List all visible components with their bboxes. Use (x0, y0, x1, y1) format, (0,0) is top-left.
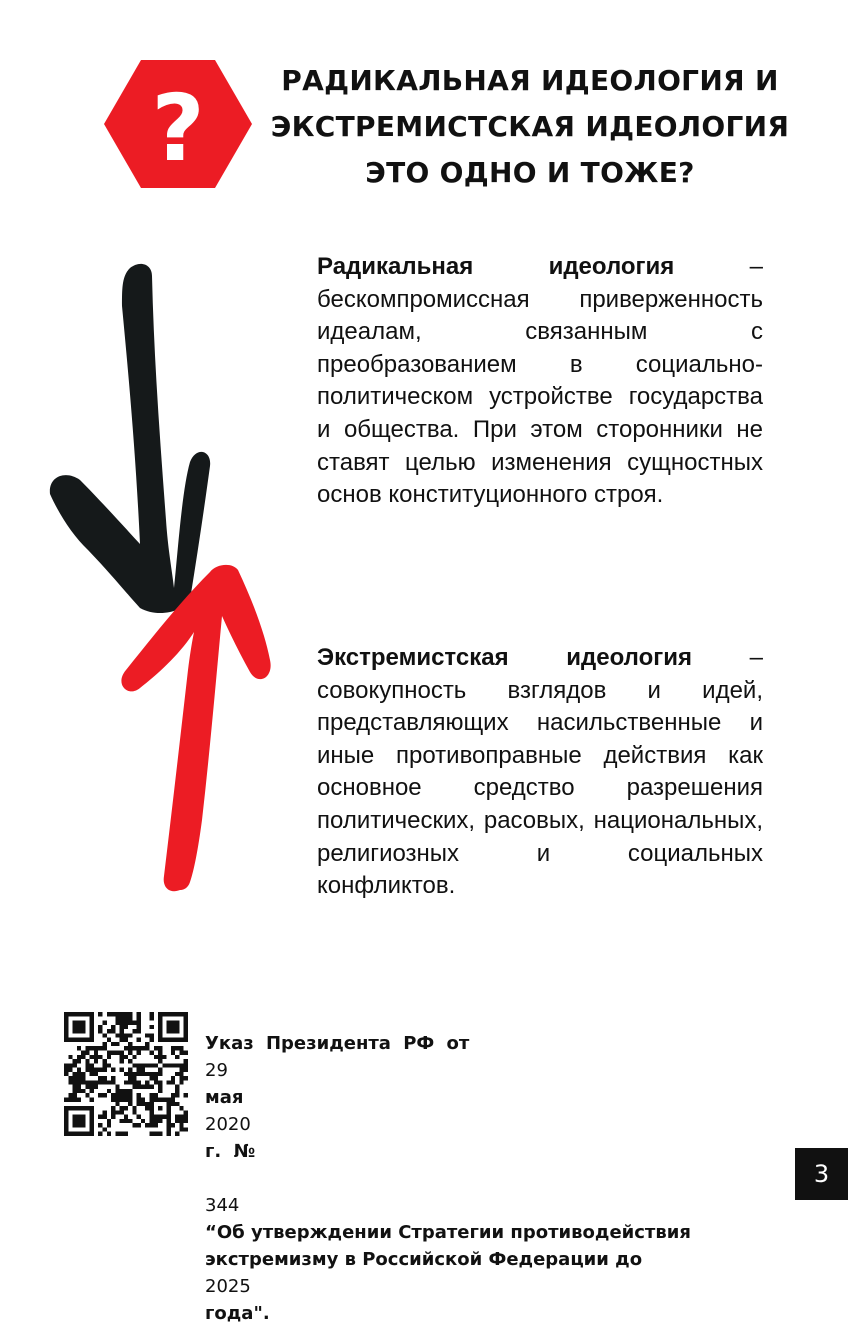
question-hexagon-icon (104, 60, 252, 188)
decree-line-1: Указ Президента РФ от 29 мая 2020 г. № 344 (205, 1033, 470, 1216)
qr-code[interactable] (64, 1012, 188, 1136)
black-down-arrow-icon (50, 264, 210, 613)
definition-term: Экстремистская идеология (317, 644, 692, 671)
definition-text: – бескомпромиссная приверженность идеалам, связанным с преобразованием в социально-политическом устройстве государства и общества. При этом сторонники не ставят целью изменения сущностных основ конституционного строя. (317, 253, 763, 509)
opposing-arrows-illustration (40, 250, 300, 910)
page-title (270, 58, 790, 196)
title-line: ЭКСТРЕМИСТСКАЯ ИДЕОЛОГИЯ (270, 110, 790, 143)
decree-reference (205, 1030, 795, 1327)
title-line: ЭТО ОДНО И ТОЖЕ? (365, 156, 695, 189)
definition-text: – совокупность взглядов и идей, представляющих насильственные и иные противоправные действия как основное средство разрешения политических, расовых, национальных, религиозных и социальных конфликтов. (317, 644, 763, 900)
decree-line-2: “Об утверждении Стратегии противодействия (205, 1222, 691, 1243)
title-line: РАДИКАЛЬНАЯ ИДЕОЛОГИЯ И (281, 64, 779, 97)
extremist-ideology-definition (317, 642, 763, 903)
red-up-arrow-icon (121, 565, 270, 891)
page-number: 3 (795, 1148, 848, 1200)
radical-ideology-definition (317, 251, 763, 512)
decree-line-3: экстремизму в Российской Федерации до 2025 года". (205, 1249, 643, 1324)
question-mark: ? (151, 75, 205, 182)
definition-term: Радикальная идеология (317, 253, 675, 280)
